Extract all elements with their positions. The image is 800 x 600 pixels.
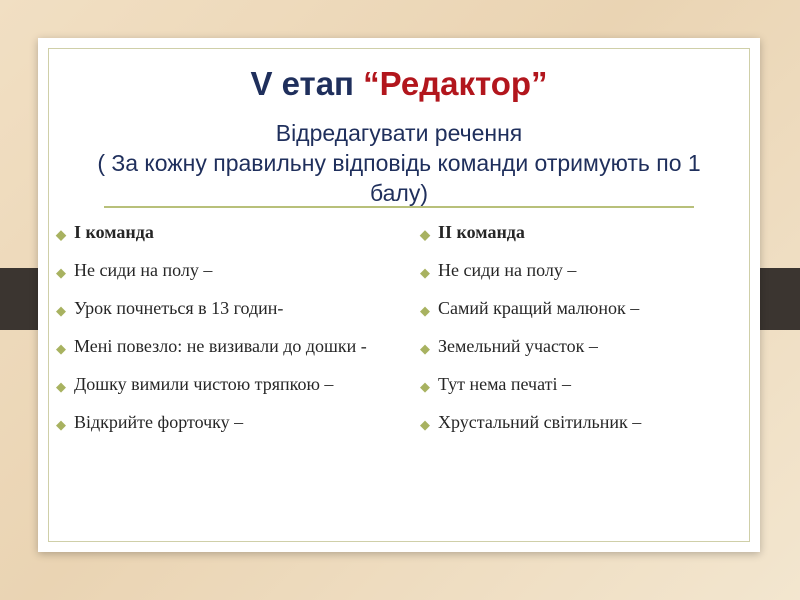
list-item bbox=[56, 412, 378, 433]
list-item-text: Самий кращий малюнок – bbox=[438, 298, 640, 318]
diamond-bullet-icon: ◆ bbox=[420, 227, 430, 242]
list-item bbox=[420, 336, 740, 357]
slide-title bbox=[38, 64, 760, 104]
team1-heading-text: І команда bbox=[74, 222, 154, 242]
list-item-text: Земельний участок – bbox=[438, 336, 598, 356]
list-item-text: Дошку вимили чистою тряпкою – bbox=[74, 374, 334, 394]
title-accent: “Редактор” bbox=[363, 65, 548, 102]
diamond-bullet-icon: ◆ bbox=[420, 379, 430, 394]
list-item-text: Не сиди на полу – bbox=[74, 260, 213, 280]
list-item bbox=[420, 298, 740, 319]
list-item bbox=[56, 374, 344, 395]
team2-heading bbox=[420, 222, 740, 243]
diamond-bullet-icon: ◆ bbox=[56, 417, 66, 432]
diamond-bullet-icon: ◆ bbox=[56, 227, 66, 242]
list-item bbox=[420, 412, 740, 433]
title-divider bbox=[104, 206, 694, 208]
list-item bbox=[420, 374, 740, 395]
list-item-text: Урок почнеться в 13 годин- bbox=[74, 298, 284, 318]
diamond-bullet-icon: ◆ bbox=[56, 379, 66, 394]
list-item-text: Хрустальний світильник – bbox=[438, 412, 642, 432]
slide bbox=[38, 38, 760, 552]
team2-heading-text: ІІ команда bbox=[438, 222, 525, 242]
diamond-bullet-icon: ◆ bbox=[56, 341, 66, 356]
title-prefix: V етап bbox=[250, 65, 364, 102]
list-item-text: Мені повезло: не визивали до дошки - bbox=[74, 336, 367, 356]
slide-subtitle: Відредагувати речення ( За кожну правильну відповідь команди отримують по 1 балу) bbox=[97, 120, 701, 206]
team1-heading bbox=[56, 222, 378, 243]
list-item bbox=[56, 336, 378, 357]
diamond-bullet-icon: ◆ bbox=[56, 265, 66, 280]
diamond-bullet-icon: ◆ bbox=[56, 303, 66, 318]
diamond-bullet-icon: ◆ bbox=[420, 303, 430, 318]
list-item-text: Відкрийте форточку – bbox=[74, 412, 244, 432]
list-item bbox=[56, 260, 378, 281]
list-item bbox=[420, 260, 740, 281]
diamond-bullet-icon: ◆ bbox=[420, 341, 430, 356]
team1-list bbox=[56, 222, 378, 450]
list-item-text: Тут нема печаті – bbox=[438, 374, 571, 394]
list-item bbox=[56, 298, 378, 319]
diamond-bullet-icon: ◆ bbox=[420, 417, 430, 432]
list-item-text: Не сиди на полу – bbox=[438, 260, 577, 280]
diamond-bullet-icon: ◆ bbox=[420, 265, 430, 280]
team2-list bbox=[420, 222, 740, 450]
